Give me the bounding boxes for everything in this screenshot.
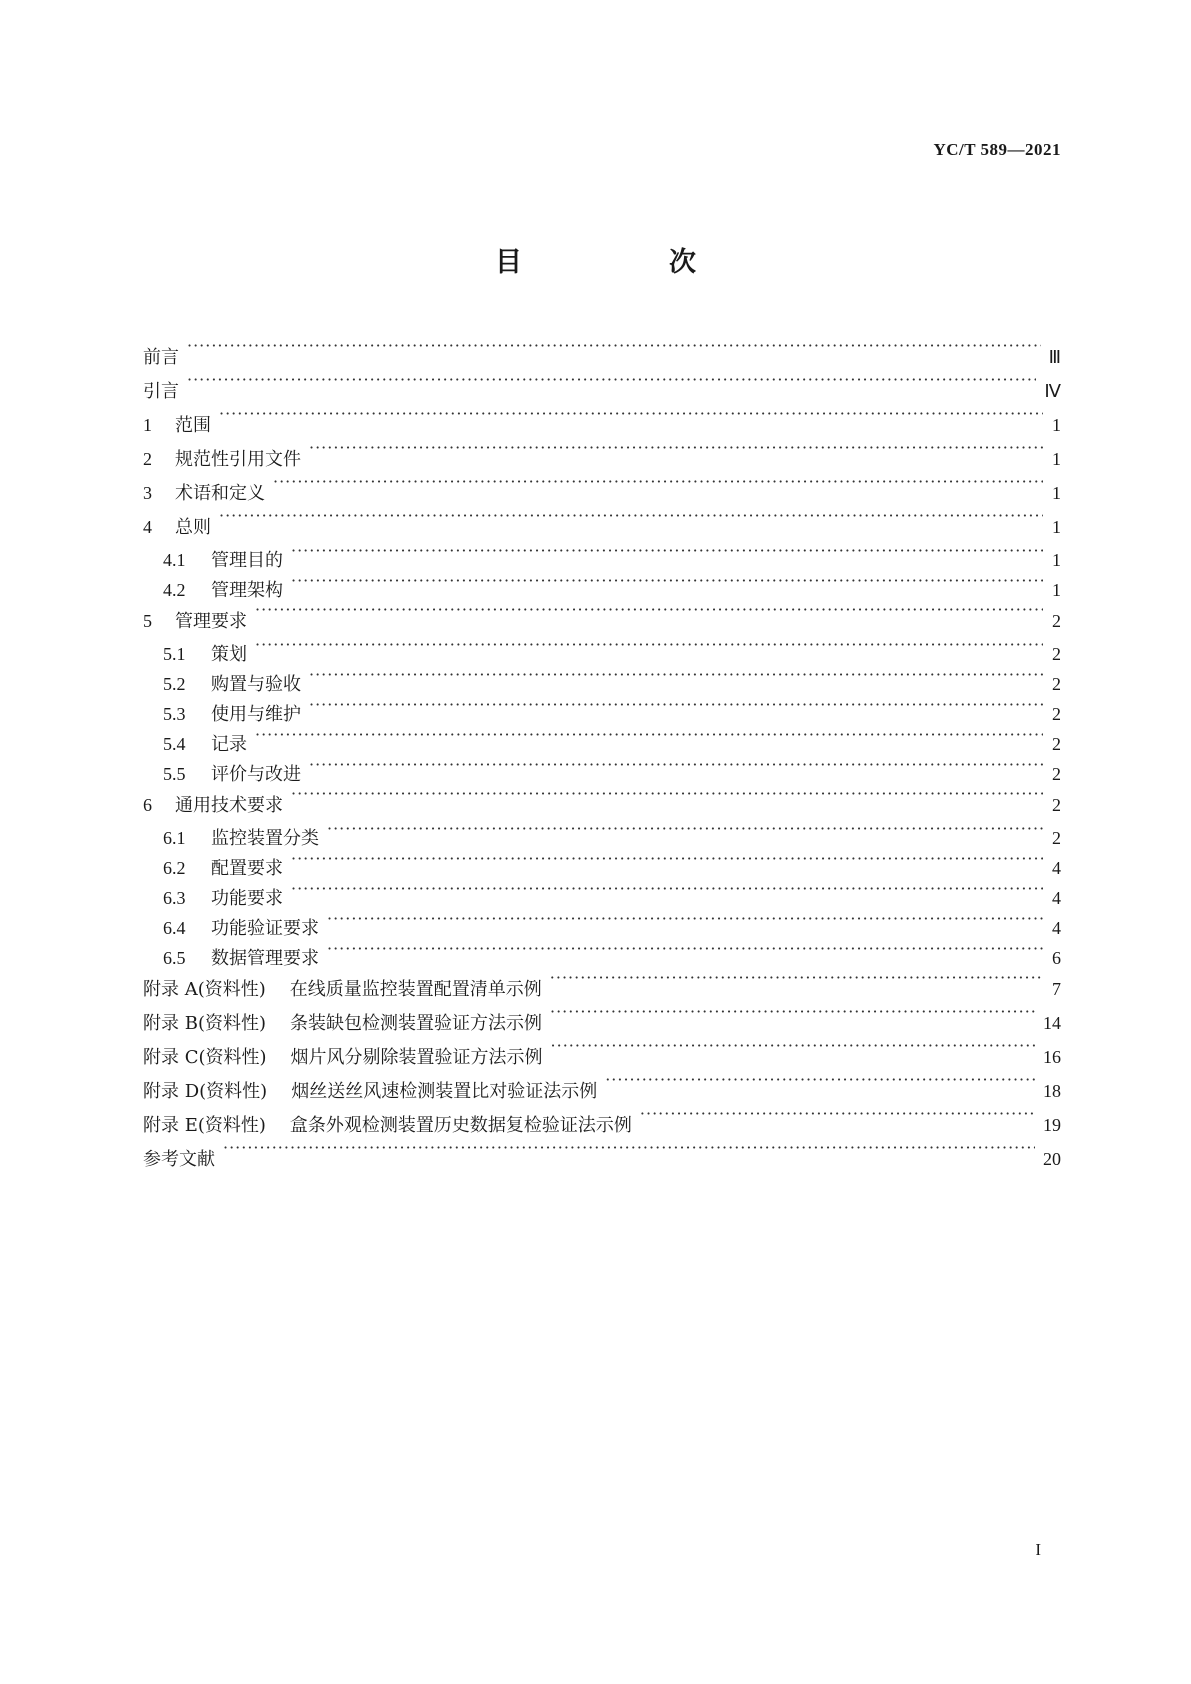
toc-entry[interactable] [143,604,1061,638]
toc-dot-leader [219,409,1043,431]
toc-entry-page: 2 [1052,644,1061,664]
toc-entry-number: 附录 D [143,1081,200,1102]
toc-entry-label [143,375,179,409]
page-title: 目 次 [495,247,756,278]
toc-entry-text: 购置与验收 [211,674,301,695]
toc-entry-text: 烟片风分剔除装置验证方法示例 [290,1047,543,1068]
toc-entry-page: 2 [1052,611,1061,631]
toc-entry-number: 2 [143,449,152,469]
toc-entry[interactable] [143,788,1061,822]
toc-entry-number: 6.2 [163,858,186,878]
toc-entry-page: 1 [1052,449,1061,469]
toc-entry-page: 1 [1052,483,1061,503]
toc-entry-label [143,1143,215,1177]
toc-entry-label [143,510,211,545]
toc-entry-label [163,913,319,944]
toc-entry-number: 附录 B [143,1013,198,1034]
toc-entry-annex-type: (资料性) [199,1081,268,1102]
toc-entry-label [163,883,283,914]
toc-dot-leader [187,375,1036,397]
toc-dot-leader [327,822,1043,844]
toc-entry-number: 4.2 [163,580,186,600]
toc-entry[interactable] [143,408,1061,442]
toc-entry[interactable] [143,1006,1061,1040]
toc-entry[interactable] [143,340,1061,374]
toc-dot-leader [550,1007,1035,1029]
toc-entry-page: 20 [1043,1149,1061,1169]
toc-entry-text: 术语和定义 [175,483,265,504]
toc-entry-page: 6 [1052,948,1061,968]
toc-entry-page: 2 [1052,674,1061,694]
toc-entry-page: 2 [1052,734,1061,754]
toc-dot-leader [327,912,1043,934]
toc-entry-page: 2 [1052,828,1061,848]
toc-entry-number: 5.3 [163,704,186,724]
toc-entry-page: 18 [1043,1081,1061,1101]
toc-entry-label [163,853,283,884]
toc-entry-text: 策划 [211,644,247,665]
toc-dot-leader [187,341,1041,363]
page-number: I [1035,1540,1041,1559]
toc-entry-text: 数据管理要求 [211,948,319,969]
toc-dot-leader [273,477,1043,499]
toc-entry-number: 6 [143,795,152,815]
toc-entry[interactable] [143,758,1061,788]
toc-entry-label [143,442,301,477]
toc-entry-number: 6.3 [163,888,186,908]
toc-entry-label [143,408,211,443]
toc-dot-leader [550,973,1043,995]
toc-entry[interactable] [143,374,1061,408]
toc-entry-text: 功能验证要求 [211,918,319,939]
toc-entry-annex-type: (资料性) [198,1047,267,1068]
toc-dot-leader [309,698,1043,720]
toc-entry-page: Ⅲ [1048,347,1061,367]
toc-dot-leader [327,942,1043,964]
toc-entry-label [143,476,265,511]
toc-entry[interactable] [143,1142,1061,1176]
toc-dot-leader [255,728,1043,750]
toc-dot-leader [291,789,1043,811]
toc-entry-page: 4 [1052,918,1061,938]
toc-entry-page: 14 [1043,1013,1061,1033]
toc-dot-leader [309,758,1043,780]
toc-entry[interactable] [143,544,1061,574]
toc-entry[interactable] [143,912,1061,942]
toc-entry-text: 功能要求 [211,888,283,909]
toc-entry-number: 附录 C [143,1047,199,1068]
toc-entry-number: 附录 A [143,979,198,1000]
toc-entry-text: 条装缺包检测装置验证方法示例 [290,1013,542,1034]
toc-entry-text: 评价与改进 [211,764,301,785]
toc-entry[interactable] [143,476,1061,510]
toc-entry[interactable] [143,442,1061,476]
toc-entry-page: 4 [1052,888,1061,908]
toc-entry-page: 16 [1043,1047,1061,1067]
toc-entry-label [163,729,247,760]
toc-entry[interactable] [143,510,1061,544]
toc-entry[interactable] [143,1108,1061,1142]
toc-entry-page: 4 [1052,858,1061,878]
toc-entry-label [163,545,283,576]
toc-entry-number: 附录 E [143,1115,198,1136]
toc-dot-leader [640,1109,1035,1131]
toc-entry-text: 规范性引用文件 [175,449,301,470]
toc-entry-label [163,823,319,854]
toc-entry[interactable] [143,574,1061,604]
toc-entry-number: 5 [143,611,152,631]
toc-entry[interactable] [143,822,1061,852]
toc-entry-number: 1 [143,415,152,435]
toc-dot-leader [291,852,1043,874]
toc-entry-annex-type: (资料性) [197,979,266,1000]
toc-entry[interactable] [143,882,1061,912]
toc-entry[interactable] [143,698,1061,728]
toc-entry-annex-type: (资料性) [197,1013,266,1034]
toc-entry-label [143,1041,543,1075]
toc-entry-text: 引言 [143,381,179,402]
toc-entry-label [163,943,319,974]
toc-dot-leader [551,1041,1035,1063]
toc-entry-number: 4.1 [163,550,186,570]
toc-entry-text: 使用与维护 [211,704,301,725]
toc-entry[interactable] [143,972,1061,1006]
toc-dot-leader [605,1075,1035,1097]
toc-entry-text: 管理要求 [175,611,247,632]
toc-entry[interactable] [143,942,1061,972]
toc-entry-text: 配置要求 [211,858,283,879]
toc-entry[interactable] [143,1074,1061,1108]
toc-entry-number: 6.1 [163,828,186,848]
toc-entry[interactable] [143,668,1061,698]
toc-entry-label [163,699,301,730]
toc-entry-number: 5.4 [163,734,186,754]
toc-entry-label [163,575,283,606]
toc-entry-label [143,973,542,1007]
toc-dot-leader [309,668,1043,690]
toc-entry-page: 2 [1052,764,1061,784]
toc-entry-text: 参考文献 [143,1149,215,1170]
toc-entry-page: 1 [1052,580,1061,600]
toc-entry-number: 5.2 [163,674,186,694]
toc-entry-label [143,604,247,639]
toc-entry-text: 通用技术要求 [175,795,283,816]
toc-entry-label [143,1109,632,1143]
toc-entry-text: 盒条外观检测装置历史数据复检验证法示例 [289,1115,632,1136]
toc-entry-label [163,759,301,790]
toc-entry[interactable] [143,728,1061,758]
toc-dot-leader [255,605,1043,627]
toc-entry-text: 前言 [143,347,179,368]
toc-entry-text: 管理目的 [211,550,283,571]
toc-entry-page: 2 [1052,704,1061,724]
toc-entry-page: 7 [1052,979,1061,999]
toc-entry[interactable] [143,852,1061,882]
toc-entry-label [143,1075,597,1109]
toc-entry-text: 管理架构 [211,580,283,601]
toc-entry-page: Ⅳ [1044,381,1061,401]
toc-dot-leader [223,1143,1035,1165]
toc-dot-leader [255,638,1043,660]
toc-entry-label [143,1007,542,1041]
toc-entry-number: 3 [143,483,152,503]
toc-entry-text: 在线质量监控装置配置清单示例 [289,979,542,1000]
toc-entry-number: 6.5 [163,948,186,968]
toc-entry-text: 监控装置分类 [211,828,319,849]
toc-entry-number: 6.4 [163,918,186,938]
toc-entry-text: 烟丝送丝风速检测装置比对验证法示例 [291,1081,598,1102]
toc-entry-page: 2 [1052,795,1061,815]
toc-dot-leader [309,443,1043,465]
standard-code: YC/T 589—2021 [933,140,1061,159]
toc-dot-leader [291,882,1043,904]
toc-entry-number: 4 [143,517,152,537]
toc-entry-annex-type: (资料性) [197,1115,266,1136]
toc-entry-page: 1 [1052,415,1061,435]
toc-dot-leader [219,511,1043,533]
toc-entry[interactable] [143,1040,1061,1074]
toc-entry-text: 范围 [175,415,211,436]
toc-entry-number: 5.1 [163,644,186,664]
toc-entry-number: 5.5 [163,764,186,784]
table-of-contents [143,340,1061,1176]
toc-entry[interactable] [143,638,1061,668]
toc-entry-text: 记录 [211,734,247,755]
toc-entry-label [163,669,301,700]
toc-entry-page: 19 [1043,1115,1061,1135]
toc-entry-label [143,341,179,375]
toc-entry-page: 1 [1052,517,1061,537]
toc-entry-label [143,788,283,823]
toc-dot-leader [291,544,1043,566]
toc-entry-label [163,639,247,670]
toc-entry-text: 总则 [175,517,211,538]
toc-dot-leader [291,574,1043,596]
toc-entry-page: 1 [1052,550,1061,570]
